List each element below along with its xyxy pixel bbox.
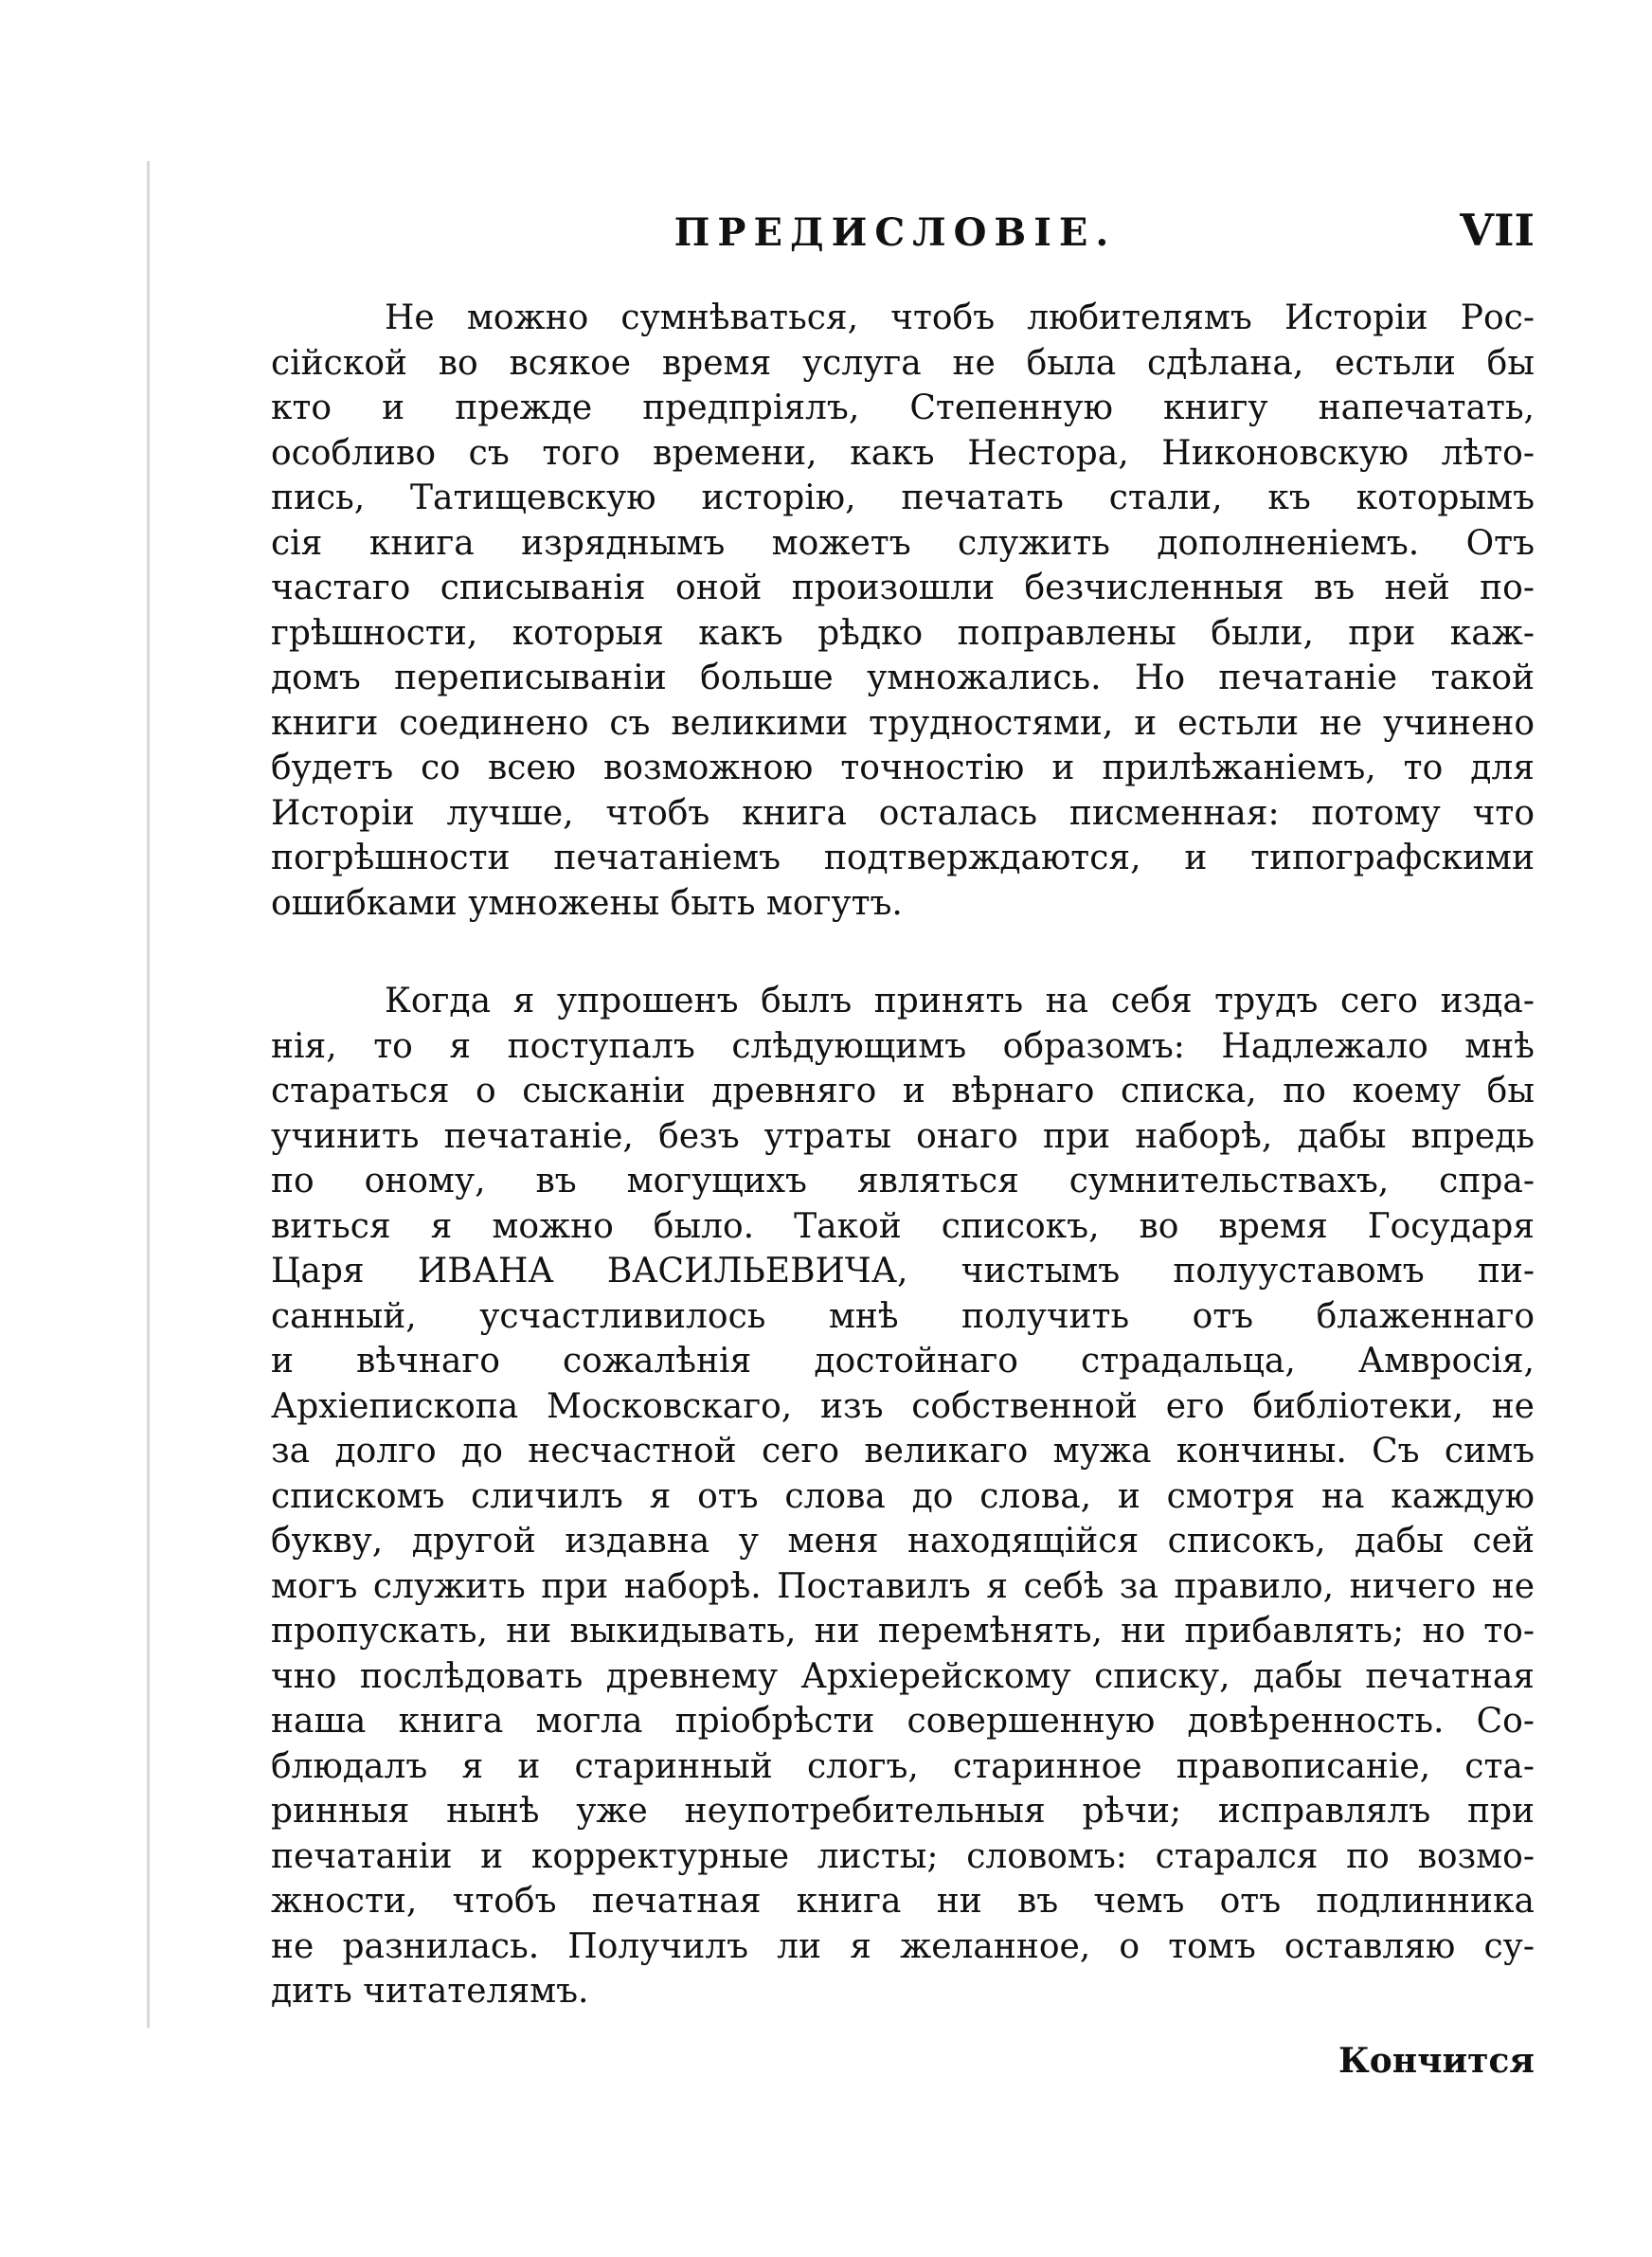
text-line: грѣшности, которыя какъ рѣдко поправлены были, при каж- (271, 613, 1535, 653)
text-line: Исторіи лучше, чтобъ книга осталась писменная: потому что (271, 793, 1535, 833)
paragraph-gap (271, 926, 1535, 979)
text-line: жности, чтобъ печатная книга ни въ чемъ отъ подлинника (271, 1882, 1535, 1921)
text-line: сійской во всякое время услуга не была сдѣлана, естьли бы (271, 343, 1535, 383)
text-line: особливо съ того времени, какъ Нестора, Никоновскую лѣто- (271, 433, 1535, 473)
text-line: Не можно сумнѣваться, чтобъ любителямъ Исторіи Рос- (385, 298, 1535, 337)
scan-edge-shadow (147, 161, 150, 2028)
text-line: книги соединено съ великими трудностями, и естьли не учинено (271, 703, 1535, 743)
text-line: букву, другой издавна у меня находящійся списокъ, дабы сей (271, 1522, 1535, 1561)
text-line: сія книга изряднымъ можетъ служить дополненіемъ. Отъ (271, 523, 1535, 563)
text-line: ринныя нынѣ уже неупотребительныя рѣчи; исправлялъ при (271, 1792, 1535, 1831)
text-line: наша книга могла пріобрѣсти совершенную довѣренность. Со- (271, 1702, 1535, 1741)
text-line: нія, то я поступалъ слѣдующимъ образомъ: Надлежало мнѣ (271, 1026, 1535, 1066)
text-line: Архіепископа Московскаго, изъ собственной его библіотеки, не (271, 1386, 1535, 1426)
text-line: погрѣшности печатаніемъ подтверждаются, и типографскими (271, 839, 1535, 877)
text-line: чно послѣдовать древнему Архіерейскому списку, дабы печатная (271, 1656, 1535, 1696)
paragraph-1 (271, 296, 1535, 926)
text-line: Царя ИВАНА ВАСИЛЬЕВИЧА, чистымъ полууставомъ пи- (271, 1252, 1535, 1291)
text-line: пропускать, ни выкидывать, ни перемѣнять, ни прибавлять; но то- (271, 1612, 1535, 1651)
text-line: за долго до несчастной сего великаго мужа кончины. Съ симъ (271, 1432, 1535, 1471)
text-line: ошибками умножены быть могутъ. (271, 883, 903, 923)
paragraph-2 (271, 979, 1535, 2014)
text-line: и вѣчнаго сожалѣнія достойнаго страдальца, Амвросія, (271, 1342, 1535, 1381)
text-line: по оному, въ могущихъ являться сумнительствахъ, спра- (271, 1162, 1535, 1201)
text-line: домъ переписываніи больше умножались. Но печатаніе такой (271, 659, 1535, 697)
text-line: кто и прежде предпріялъ, Степенную книгу напечатать, (271, 388, 1535, 427)
text-line: стараться о сысканіи древняго и вѣрнаго списка, по коему бы (271, 1072, 1535, 1110)
page-number: VII (1460, 205, 1535, 256)
text-line: санный, усчастливилось мнѣ получить отъ блаженнаго (271, 1296, 1535, 1336)
running-head (256, 205, 1535, 267)
text-line: могъ служить при наборѣ. Поставилъ я себѣ за правило, ничего не (271, 1566, 1535, 1606)
text-line: Когда я упрошенъ былъ принять на себя трудъ сего изда- (385, 982, 1535, 1020)
text-line: пись, Татищевскую исторію, печатать стали, къ которымъ (271, 478, 1535, 517)
text-line: учинить печатаніе, безъ утраты онаго при наборѣ, дабы впредь (271, 1116, 1535, 1156)
text-line: печатаніи и корректурные листы; словомъ: старался по возмо- (271, 1836, 1535, 1876)
text-line: дить читателямъ. (271, 1972, 589, 2011)
text-line: блюдалъ я и старинный слогъ, старинное правописаніе, ста- (271, 1746, 1535, 1786)
text-line: частаго списыванія оной произошли безчисленныя въ ней по- (271, 569, 1535, 607)
text-line: виться я можно было. Такой списокъ, во время Государя (271, 1206, 1535, 1246)
text-line: спискомъ сличилъ я отъ слова до слова, и смотря на каждую (271, 1476, 1535, 1516)
catchword: Кончится (1338, 2041, 1535, 2081)
text-line: будетъ со всею возможною точностію и прилѣжаніемъ, то для (271, 749, 1535, 787)
page-title: ПРЕДИСЛОВІЕ. (673, 210, 1117, 255)
body-text (271, 296, 1535, 2014)
text-line: не разнилась. Получилъ ли я желанное, о томъ оставляю су- (271, 1926, 1535, 1966)
